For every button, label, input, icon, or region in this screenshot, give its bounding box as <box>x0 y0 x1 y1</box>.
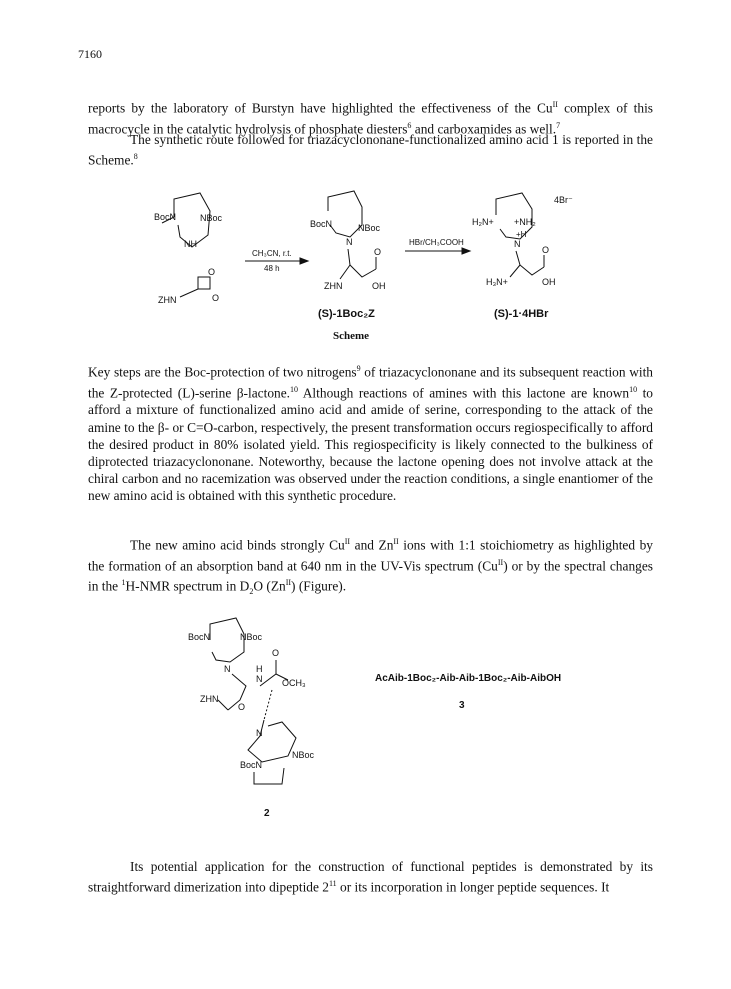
lactone-ring <box>198 277 210 289</box>
intermediate-caption: (S)-1Boc₂Z <box>318 308 375 320</box>
paragraph-2: The synthetic route followed for triazacyclononane-functionalized amino acid 1 is reported in the Scheme.$^8$ <box>88 132 653 168</box>
compound-2-bocn-top: BocN <box>188 632 211 642</box>
product-ring <box>496 193 532 239</box>
product-n: N <box>514 239 521 249</box>
paragraph-5: Its potential application for the construction of functional peptides is demonstrated by its straightforward dimerization into dipeptide $2^{11}$ or its incorporation in longer peptide sequences. It <box>88 859 653 895</box>
compound-2-number: 2 <box>264 808 270 819</box>
compound-2-bocn-bottom: BocN <box>240 760 263 770</box>
paragraph-4: The new amino acid binds strongly $Cu^{II}$ and $Zn^{II}$ ions with 1:1 stoichiometry as highlighted by the formation of an absorption band at 640 nm in the UV-Vis spectrum $(Cu^{II})$ or by the spectral changes in the $^1$H-NMR spectrum in $D_2O$ $(Zn^{II})$ (Figure). <box>88 537 653 597</box>
compound-2-h: H <box>256 664 263 674</box>
arrow-1-conditions-top: CH₃CN, r.t. <box>252 249 292 258</box>
intermediate-bocn: BocN <box>310 219 333 229</box>
intermediate-ring <box>328 191 362 237</box>
product-nh2: +NH₂ <box>514 217 536 227</box>
product-caption: (S)-1·4HBr <box>494 308 549 320</box>
scheme-title: Scheme <box>333 330 370 342</box>
product-counterion: 4Br⁻ <box>554 195 573 205</box>
compound-2-nboc-top: NBoc <box>240 632 263 642</box>
compound-2-n-bottom: N <box>256 728 263 738</box>
intermediate-zhn: ZHN <box>324 281 343 291</box>
compound-3-number: 3 <box>459 700 465 711</box>
intermediate-nboc: NBoc <box>358 223 381 233</box>
product-h2n: H₂N+ <box>472 217 494 227</box>
page-number: 7160 <box>78 47 102 61</box>
intermediate-o: O <box>374 247 382 257</box>
compound-2-zhn: ZHN <box>200 694 219 704</box>
product-h3n: H₃N+ <box>486 277 508 287</box>
reactant-nboc: NBoc <box>200 213 223 223</box>
product-oh: OH <box>542 277 556 287</box>
reactant-nh: NH <box>184 239 197 249</box>
paragraph-1: reports by the laboratory of Burstyn have highlighted the effectiveness of the $Cu^{II}$ complex of this macrocycle in the catalytic hydrolysis of phosphate diesters$^6$ and carboxamides as well.$^7$ <box>88 100 654 137</box>
compound-2-n-top: N <box>224 664 231 674</box>
product-h: +H <box>516 230 527 239</box>
compound-3-sequence: AcAib-1Boc₂-Aib-Aib-1Boc₂-Aib-AibOH <box>375 673 562 684</box>
lactone-o-ring: O <box>208 267 216 277</box>
lactone-zhn: ZHN <box>158 295 177 305</box>
compound-2-nboc-bottom: NBoc <box>292 750 315 760</box>
product-o: O <box>542 245 550 255</box>
arrow-1-conditions-bottom: 48 h <box>264 264 280 273</box>
lactone-o: O <box>212 293 220 303</box>
compound-2-o-mid: O <box>238 702 246 712</box>
arrow-2-conditions: HBr/CH₃COOH <box>409 238 464 247</box>
compound-2-amide-n: N <box>256 674 263 684</box>
intermediate-n: N <box>346 237 353 247</box>
reactant-bocn: BocN <box>154 212 177 222</box>
compound-2-och3: OCH₃ <box>282 678 306 688</box>
compound-2-o-top: O <box>272 648 280 658</box>
reaction-scheme <box>150 185 620 350</box>
intermediate-oh: OH <box>372 281 386 291</box>
paragraph-3: Key steps are the Boc-protection of two nitrogens$^9$ of triazacyclononane and its subsequent reaction with the Z-protected (L)-serine β-lactone.$^{10}$ Although reactions of amines with this lactone are known$^{10}$ to afford a mixture of functionalized amino acid and amide of serine, corresponding to the attack of the amine to the β- or C=O-carbon, respectively, the present transformation occurs regiospecifically to afford the desired product in 80% isolated yield. This regiospecificity is likely connected to the bulkiness of diprotected triazacyclononane. Noteworthy, because the lactone opening does not involve attack at the chiral carbon and no racemization was observed under the reaction conditions, a single enantiomer of the new amino acid is obtained with this synthetic procedure. <box>88 364 653 504</box>
compound-2-structure <box>180 610 360 825</box>
